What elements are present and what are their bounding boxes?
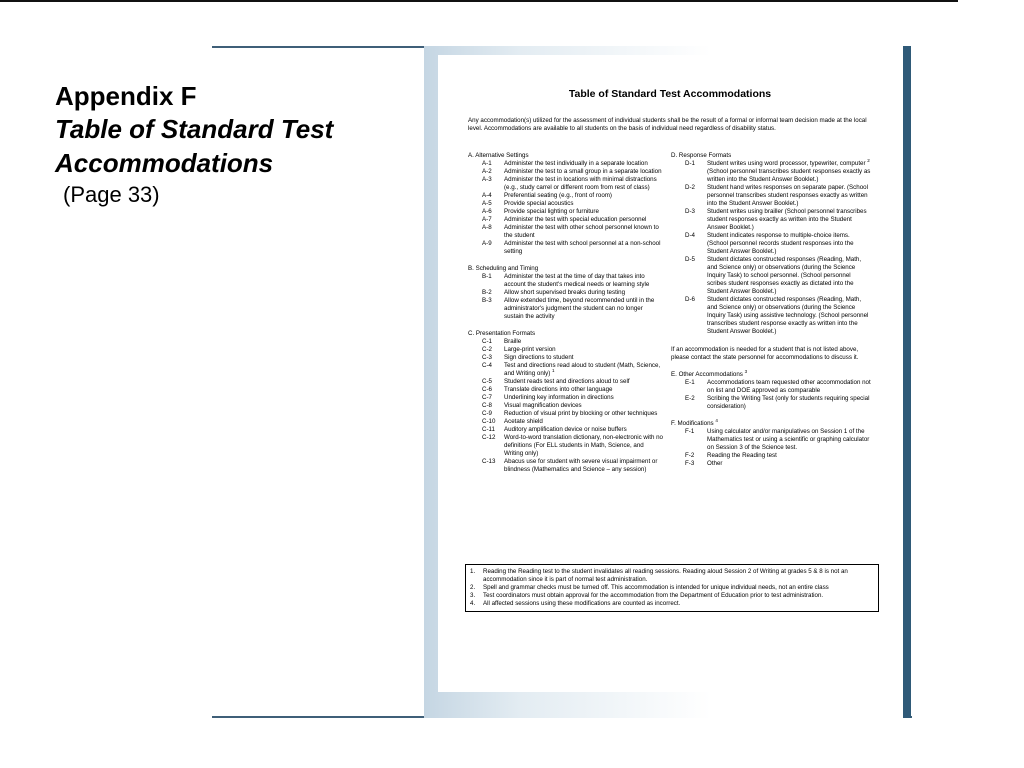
right-column (671, 152, 871, 477)
item-code: D-6 (685, 296, 695, 303)
slide-title (55, 80, 415, 210)
item-text: Accommodations team requested other accommodation not on list and DOE approved as comparable (707, 379, 871, 394)
accommodation-item (468, 224, 663, 240)
accommodation-item (468, 216, 663, 224)
item-code: A-4 (482, 192, 492, 199)
item-text: Administer the test at the time of day that takes into account the student's medical needs or learning style (504, 273, 650, 288)
footnote-number: 2. (470, 584, 476, 591)
item-code: A-1 (482, 160, 492, 167)
item-text: Reduction of visual print by blocking or other techniques (504, 410, 658, 417)
item-text: Scribing the Writing Test (only for students requiring special consideration) (707, 395, 870, 410)
item-code: B-1 (482, 273, 492, 280)
accommodation-item (671, 395, 871, 411)
footnote-marker: 2 (867, 157, 870, 163)
item-code: C-2 (482, 346, 492, 353)
item-text: Administer the test with other school personnel known to the student (504, 224, 659, 239)
accommodation-item (671, 296, 871, 336)
footnote-text: Test coordinators must obtain approval for the accommodation from the Department of Education prior to test administration. (483, 592, 824, 599)
item-text: Auditory amplification device or noise buffers (504, 426, 627, 433)
item-text: Other (707, 460, 723, 467)
item-text: Administer the test with school personnel at a non-school setting (504, 240, 661, 255)
item-text: Large-print version (504, 346, 556, 353)
footnote-number: 3. (470, 592, 476, 599)
accommodation-section (671, 368, 871, 411)
item-code: D-5 (685, 256, 695, 263)
item-text: Student dictates constructed responses (Reading, Math, and Science only) or observations (during the Science Inquiry Task) to school personnel. (School personnel scribes student responses exactly as dictated into the Student Answer Booklet.) (707, 256, 862, 295)
right-note: If an accommodation is needed for a student that is not listed above, please contact the state personnel for accommodations to discuss it. (671, 346, 859, 361)
item-code: C-10 (482, 418, 496, 425)
footnote-text: Spell and grammar checks must be turned off. This accommodation is intended for unique individual needs, not an entire class (483, 584, 829, 591)
item-code: F-2 (685, 452, 695, 459)
footnotes-box (465, 564, 879, 612)
item-text: Preferential seating (e.g., front of room) (504, 192, 612, 199)
item-text: Student writes using brailler (School personnel transcribes student responses exactly as written into the Student Answer Booklet.) (707, 208, 867, 231)
document-intro: Any accommodation(s) utilized for the assessment of individual students shall be the result of a formal or informal team decision made at the local level. Accommodations are available to all students on the basis of individual need regardless of disability status. (468, 117, 867, 132)
item-code: D-3 (685, 208, 695, 215)
item-text: Allow short supervised breaks during testing (504, 289, 626, 296)
item-text: Using calculator and/or manipulatives on Session 1 of the Mathematics test or using a scientific or graphing calculator on Session 3 of the Science test. (707, 428, 870, 451)
accommodation-item (671, 452, 871, 460)
item-code: C-6 (482, 386, 492, 393)
item-text: Student writes using word processor, typewriter, computer $^2$ (School personnel transcribes student responses exactly as written into the Student Answer Booklet.) (707, 157, 871, 183)
footnote-marker: 4 (715, 417, 718, 423)
item-text: Allow extended time, beyond recommended until in the administrator's judgment the student can no longer sustain the activity (504, 297, 655, 320)
item-code: A-5 (482, 200, 492, 207)
accommodation-item (468, 273, 663, 289)
section-heading: F. Modifications $^4$ (671, 417, 718, 427)
accommodation-item (468, 394, 663, 402)
item-code: C-9 (482, 410, 492, 417)
accommodation-item (468, 338, 663, 346)
footnote-marker: 1 (552, 367, 555, 373)
item-text: Word-to-word translation dictionary, non-electronic with no definitions (For ELL students in Math, Science, and Writing only) (504, 434, 663, 457)
item-code: A-6 (482, 208, 492, 215)
accommodation-item (468, 192, 663, 200)
item-code: D-4 (685, 232, 695, 239)
item-code: A-9 (482, 240, 492, 247)
item-code: D-1 (685, 160, 695, 167)
item-code: E-2 (685, 395, 695, 402)
accommodation-section (671, 417, 871, 468)
accommodation-item (671, 460, 871, 468)
item-code: C-4 (482, 362, 492, 369)
footnote (470, 584, 874, 592)
item-text: Visual magnification devices (504, 402, 582, 409)
accommodation-item (468, 434, 663, 458)
accommodation-item (468, 410, 663, 418)
item-code: C-11 (482, 426, 495, 433)
accommodation-item (468, 426, 663, 434)
accommodation-item (468, 418, 663, 426)
accommodation-item (671, 379, 871, 395)
item-code: C-7 (482, 394, 492, 401)
accommodation-item (468, 160, 663, 168)
accommodation-item (468, 362, 663, 378)
accommodation-item (468, 458, 663, 474)
document-title: Table of Standard Test Accommodations (568, 88, 772, 100)
item-text: Reading the Reading test (707, 452, 777, 459)
accommodation-item (468, 240, 663, 256)
accommodation-item (671, 256, 871, 296)
accommodation-item (671, 428, 871, 452)
accommodation-item (468, 386, 663, 394)
item-text: Abacus use for student with severe visual impairment or blindness (Mathematics and Science – any session) (504, 458, 658, 473)
footnote-number: 4. (470, 600, 476, 607)
footnote-number: 1. (470, 568, 476, 575)
item-text: Student reads test and directions aloud to self (504, 378, 630, 385)
item-code: C-3 (482, 354, 492, 361)
accommodation-item (671, 208, 871, 232)
item-text: Underlining key information in directions (504, 394, 614, 401)
item-text: Administer the test to a small group in a separate location (504, 168, 662, 175)
section-heading: B. Scheduling and Timing (468, 265, 539, 272)
item-text: Administer the test in locations with minimal distractions (e.g., study carrel or different room from rest of class) (504, 176, 657, 191)
document-page (438, 55, 902, 692)
accommodation-item (468, 208, 663, 216)
accommodation-item (671, 157, 871, 184)
accommodation-item (468, 378, 663, 386)
item-text: Student indicates response to multiple-choice items. (School personnel records student responses into the Student Answer Booklet.) (707, 232, 854, 255)
title-line-3: Accommodations (55, 148, 274, 178)
footnote (470, 568, 874, 584)
accommodation-item (468, 289, 663, 297)
title-line-1: Appendix F (55, 81, 197, 111)
accommodation-section (468, 265, 663, 321)
item-text: Sign directions to student (504, 354, 574, 361)
item-text: Provide special acoustics (504, 200, 574, 207)
left-column (468, 152, 663, 483)
top-rule (0, 0, 958, 2)
section-heading: A. Alternative Settings (468, 152, 529, 159)
item-code: A-3 (482, 176, 492, 183)
item-code: F-3 (685, 460, 695, 467)
title-line-2: Table of Standard Test (55, 114, 334, 144)
accommodation-item (468, 168, 663, 176)
item-text: Student hand writes responses on separate paper. (School personnel transcribes student responses exactly as written into the Student Answer Booklet.) (707, 184, 868, 207)
item-code: C-12 (482, 434, 496, 441)
item-code: B-3 (482, 297, 492, 304)
item-code: C-8 (482, 402, 492, 409)
accommodation-item (468, 346, 663, 354)
item-code: E-1 (685, 379, 695, 386)
item-code: A-8 (482, 224, 492, 231)
page-reference: (Page 33) (63, 182, 160, 207)
item-code: B-2 (482, 289, 492, 296)
item-code: C-5 (482, 378, 492, 385)
item-code: C-13 (482, 458, 496, 465)
accommodation-item (671, 184, 871, 208)
accommodation-item (671, 232, 871, 256)
footnote-marker: 3 (744, 368, 748, 374)
accommodation-item (468, 402, 663, 410)
footnote (470, 600, 874, 608)
accommodation-item (468, 176, 663, 192)
accommodation-item (468, 354, 663, 362)
item-code: C-1 (482, 338, 492, 345)
item-text: Provide special lighting or furniture (504, 208, 599, 215)
item-text: Administer the test with special education personnel (504, 216, 647, 223)
section-heading: E. Other Accommodations $^3$ (671, 368, 748, 378)
footnote-text: Reading the Reading test to the student invalidates all reading sessions. Reading aloud Session 2 of Writing at grades 5 & 8 is not an accommodation since it is part of normal test administration. (483, 568, 848, 583)
accommodation-section (671, 152, 871, 336)
section-heading: D. Response Formats (671, 152, 732, 159)
item-code: D-2 (685, 184, 695, 191)
item-code: A-2 (482, 168, 492, 175)
accommodation-section (468, 152, 663, 256)
item-code: F-1 (685, 428, 695, 435)
footnote-text: All affected sessions using these modifications are counted as incorrect. (483, 600, 681, 607)
item-text: Braille (504, 338, 522, 345)
item-code: A-7 (482, 216, 492, 223)
accommodation-item (468, 200, 663, 208)
accommodation-item (468, 297, 663, 321)
section-heading: C. Presentation Formats (468, 330, 536, 337)
item-text: Administer the test individually in a separate location (504, 160, 648, 167)
footnote (470, 592, 874, 600)
item-text: Translate directions into other language (504, 386, 613, 393)
accommodation-section (468, 330, 663, 474)
item-text: Acetate shield (504, 418, 543, 425)
item-text: Student dictates constructed responses (Reading, Math, and Science only) or observations (during the Science Inquiry Task) using assistive technology. (School personnel transcribes student response exactly as written into the Student Answer Booklet.) (707, 296, 869, 335)
item-text: Test and directions read aloud to student (Math, Science, and Writing only) $^1$ (504, 362, 661, 377)
